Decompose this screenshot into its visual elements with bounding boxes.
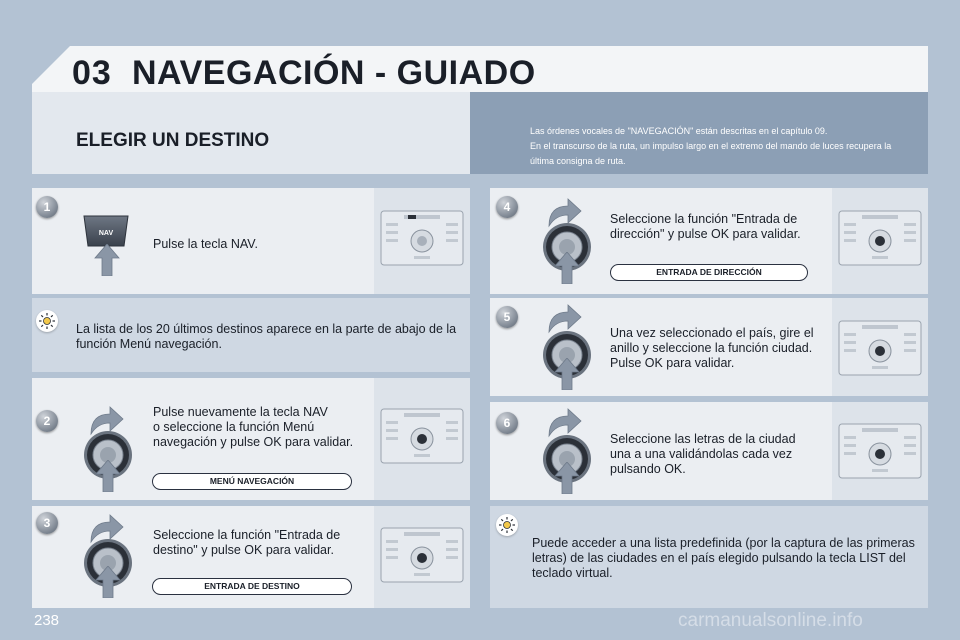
step-2-text — [153, 405, 353, 450]
watermark: carmanualsonline.info — [678, 610, 863, 631]
step-text-line: pulsando OK. — [610, 462, 686, 476]
step-5-badge: 5 — [496, 306, 518, 328]
step-text-line: dirección" y pulse OK para validar. — [610, 227, 801, 241]
intro-line: última consigna de ruta. — [530, 156, 626, 166]
step-2-badge: 2 — [36, 410, 58, 432]
intro-line: Las órdenes vocales de "NAVEGACIÓN" están descritas en el capítulo 09. — [530, 126, 828, 136]
step-3-badge: 3 — [36, 512, 58, 534]
step-text-line: Pulse nuevamente la tecla NAV — [153, 405, 328, 419]
radio-unit-illustration — [380, 522, 464, 588]
radio-unit-illustration — [838, 315, 922, 381]
step-5-text — [610, 326, 814, 371]
radio-unit-illustration — [380, 403, 464, 469]
tip-lightbulb-icon — [496, 514, 518, 536]
radio-unit-illustration — [380, 205, 464, 271]
tip-1-text — [76, 322, 466, 352]
tip-text-line: La lista de los 20 últimos destinos aparece en la parte de abajo de la — [76, 322, 457, 336]
nav-key-icon — [80, 214, 132, 248]
menu-label-pill: MENÚ NAVEGACIÓN — [152, 473, 352, 490]
press-arrow-icon — [554, 462, 580, 494]
tip-lightbulb-icon — [36, 310, 58, 332]
step-text-line: destino" y pulse OK para validar. — [153, 543, 334, 557]
step-text-line: una a una validándolas cada vez — [610, 447, 793, 461]
step-text-line: Seleccione las letras de la ciudad — [610, 432, 796, 446]
tip-text-line: Puede acceder a una lista predefinida (por la captura de las primeras — [532, 536, 915, 550]
press-arrow-icon — [94, 244, 120, 276]
chapter-number: 03 — [72, 54, 112, 92]
step-4-badge: 4 — [496, 196, 518, 218]
step-text-line: Seleccione la función "Entrada de — [610, 212, 798, 226]
press-arrow-icon — [95, 460, 121, 492]
press-arrow-icon — [554, 252, 580, 284]
tip-text-line: teclado virtual. — [532, 566, 613, 580]
step-6-badge: 6 — [496, 412, 518, 434]
press-arrow-icon — [95, 566, 121, 598]
address-entry-pill: ENTRADA DE DIRECCIÓN — [610, 264, 808, 281]
step-1-text — [153, 237, 258, 252]
step-text-line: anillo y seleccione la función ciudad. — [610, 341, 813, 355]
chapter-title: NAVEGACIÓN - GUIADO — [132, 54, 536, 92]
step-1-badge: 1 — [36, 196, 58, 218]
step-text-line: navegación y pulse OK para validar. — [153, 435, 354, 449]
section-title: ELEGIR UN DESTINO — [76, 130, 270, 151]
page-number: 238 — [34, 612, 60, 629]
tip-2-text — [532, 536, 924, 581]
step-text-line: Seleccione la función "Entrada de — [153, 528, 341, 542]
step-text-line: Pulse OK para validar. — [610, 356, 735, 370]
nav-key-label: NAV — [98, 230, 114, 237]
radio-unit-illustration — [838, 418, 922, 484]
tip-text-line: función Menú navegación. — [76, 337, 222, 351]
radio-unit-illustration — [838, 205, 922, 271]
step-text-line: Una vez seleccionado el país, gire el — [610, 326, 814, 340]
destination-entry-pill: ENTRADA DE DESTINO — [152, 578, 352, 595]
step-6-text — [610, 432, 796, 477]
step-4-text — [610, 212, 801, 242]
step-text-line: o seleccione la función Menú — [153, 420, 315, 434]
step-3-text — [153, 528, 340, 558]
intro-line: En el transcurso de la ruta, un impulso largo en el extremo del mando de luces recupera la — [530, 141, 892, 151]
step-text-line: Pulse la tecla NAV. — [153, 237, 258, 251]
press-arrow-icon — [554, 358, 580, 390]
intro-text — [530, 124, 922, 169]
tip-text-line: letras) de las ciudades en el país elegido pulsando la tecla LIST del — [532, 551, 906, 565]
